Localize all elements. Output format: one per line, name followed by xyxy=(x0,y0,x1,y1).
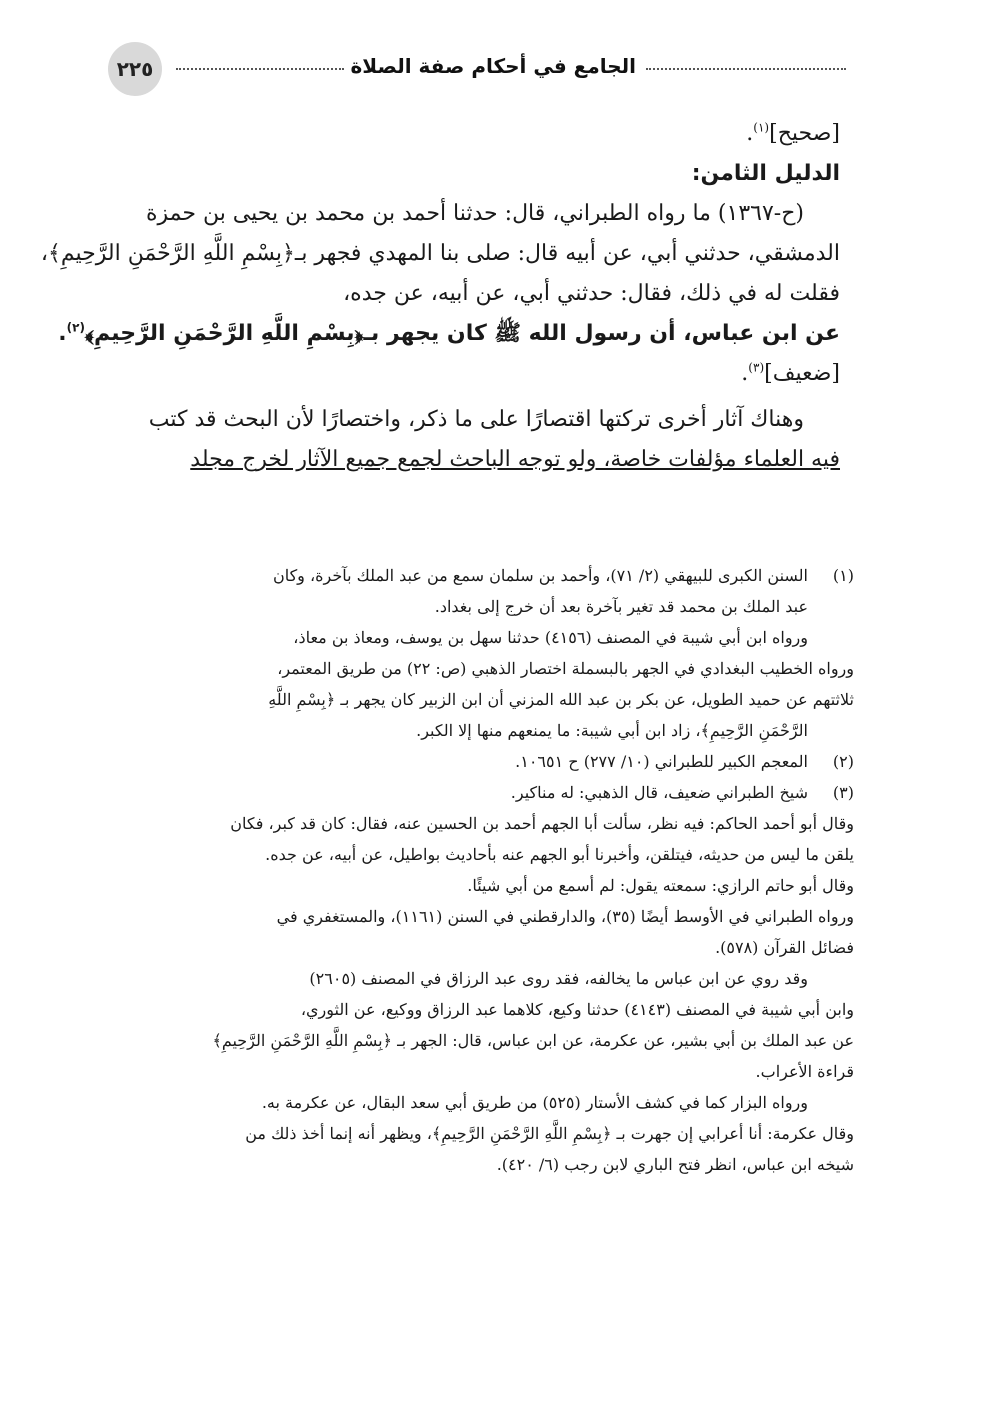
page-header xyxy=(108,42,846,98)
ruling-line-2: [ضعيف]$^{(٣)}$. xyxy=(741,360,840,386)
footnote-3-line-4: وقال أبو حاتم الرازي: سمعته يقول: لم أسمع من أبي شيئًا. xyxy=(467,876,854,895)
footnote-3-line-10: قراءة الأعراب. xyxy=(755,1062,854,1081)
hadith-line-1: (ح-١٣٦٧) ما رواه الطبراني، قال: حدثنا أحمد بن محمد بن يحيى بن حمزة xyxy=(145,201,804,226)
footnote-number-2: (٢) xyxy=(832,752,854,771)
footnote-1 xyxy=(146,560,854,746)
footnote-1-line-2: عبد الملك بن محمد قد تغير بآخرة بعد أن خرج إلى بغداد. xyxy=(434,597,808,616)
footnote-3-line-3: يلقن ما ليس من حديثه، فيتلقن، وأخبرنا أبو الجهم عنه بأحاديث بواطيل، عن أبيه، عن جده. xyxy=(265,845,854,864)
footnote-2 xyxy=(146,746,854,777)
footnote-3-line-5: ورواه الطبراني في الأوسط أيضًا (٣٥)، والدارقطني في السنن (١١٦١)، والمستغفري في xyxy=(276,907,854,926)
footnote-1-line-3: ورواه ابن أبي شيبة في المصنف (٤١٥٦) حدثنا سهل بن يوسف، ومعاذ بن معاذ، xyxy=(293,628,808,647)
hadith-line-2: الدمشقي، حدثني أبي، عن أبيه قال: صلى بنا المهدي فجهر بـ﴿بِسْمِ اللَّهِ الرَّحْمَنِ الرَّحِيمِ﴾، xyxy=(40,241,840,266)
page-number-badge: ٢٢٥ xyxy=(108,42,162,96)
closing-line-2: فيه العلماء مؤلفات خاصة، ولو توجه الباحث لجمع جميع الآثار لخرج مجلد xyxy=(190,447,840,472)
ruling-daif: [ضعيف] xyxy=(764,361,840,386)
footnote-2-line-1: المعجم الكبير للطبراني (١٠/ ٢٧٧) ح ١٠٦٥١. xyxy=(515,752,808,771)
footnote-1-line-5: ثلاثتهم عن حميد الطويل، عن بكر بن عبد الله المزني أن ابن الزبير كان يجهر بـ ﴿بِسْمِ اللَّهِ xyxy=(268,690,854,709)
hadith-matn: عن ابن عباس، أن رسول الله ﷺ كان يجهر بـ﴿بِسْمِ اللَّهِ الرَّحْمَنِ الرَّحِيمِ﴾$^{(٢)}$. xyxy=(58,320,840,346)
section-heading: الدليل الثامن: xyxy=(691,161,840,186)
footnote-3-line-13: شيخه ابن عباس، انظر فتح الباري لابن رجب (٦/ ٤٢٠). xyxy=(496,1155,854,1174)
header-rule-right xyxy=(646,68,846,70)
footnote-3-line-12: وقال عكرمة: أنا أعرابي إن جهرت بـ ﴿بِسْمِ اللَّهِ الرَّحْمَنِ الرَّحِيمِ﴾، ويظهر أنه إنما أخذ ذلك من xyxy=(245,1124,854,1143)
footnote-3-line-8: وابن أبي شيبة في المصنف (٤١٤٣) حدثنا وكيع، كلاهما عبد الرزاق ووكيع، عن الثوري، xyxy=(300,1000,854,1019)
footnote-3-line-7: وقد روي عن ابن عباس ما يخالفه، فقد روى عبد الرزاق في المصنف (٢٦٠٥) xyxy=(309,969,808,988)
footnote-3-line-1: شيخ الطبراني ضعيف، قال الذهبي: له مناكير. xyxy=(510,783,808,802)
footnote-3-line-2: وقال أبو أحمد الحاكم: فيه نظر، سألت أبا الجهم أحمد بن الحسين عنه، فقال: كان قد كبر، فكان xyxy=(230,814,854,833)
hadith-line-3: فقلت له في ذلك، فقال: حدثني أبي، عن أبيه، عن جده، xyxy=(343,281,840,306)
footnote-3-line-11: ورواه البزار كما في كشف الأستار (٥٢٥) من طريق أبي سعد البقال، عن عكرمة به. xyxy=(261,1093,808,1112)
footnote-ref-3[interactable]: (٣) xyxy=(748,360,765,375)
footnote-1-line-1: السنن الكبرى للبيهقي (٢/ ٧١)، وأحمد بن سلمان سمع من عبد الملك بآخرة، وكان xyxy=(272,566,808,585)
footnote-number-1: (١) xyxy=(832,566,854,585)
header-rule-left xyxy=(176,68,344,70)
footnote-3-line-6: فضائل القرآن (٥٧٨). xyxy=(715,938,854,957)
footnote-1-line-6: الرَّحْمَنِ الرَّحِيمِ﴾، زاد ابن أبي شيبة: ما يمنعهم منها إلا الكبر. xyxy=(416,721,808,740)
matn-text: عن ابن عباس، أن رسول الله ﷺ كان يجهر بـ﴿بِسْمِ اللَّهِ الرَّحْمَنِ الرَّحِيمِ﴾ xyxy=(84,321,840,346)
closing-line-1: وهناك آثار أخرى تركتها اقتصارًا على ما ذكر، واختصارًا لأن البحث قد كتب xyxy=(148,407,804,432)
ruling-sahih: [صحيح] xyxy=(769,121,840,146)
ruling-line: [صحيح]$^{(١)}$. xyxy=(746,120,840,146)
main-text xyxy=(40,114,840,480)
footnote-ref-1[interactable]: (١) xyxy=(753,120,770,135)
book-title: الجامع في أحكام صفة الصلاة xyxy=(350,54,636,78)
footnote-1-line-4: ورواه الخطيب البغدادي في الجهر بالبسملة اختصار الذهبي (ص: ٢٢) من طريق المعتمر، xyxy=(277,659,854,678)
footnote-3-line-9: عن عبد الملك بن أبي بشير، عن عكرمة، عن ابن عباس، قال: الجهر بـ ﴿بِسْمِ اللَّهِ الرَّحْمَنِ الرَّحِيمِ﴾ xyxy=(212,1031,854,1050)
footnote-ref-2[interactable]: (٢) xyxy=(66,320,85,335)
footnotes-section xyxy=(146,560,854,1180)
footnote-3 xyxy=(146,777,854,1180)
footnote-number-3: (٣) xyxy=(832,783,854,802)
